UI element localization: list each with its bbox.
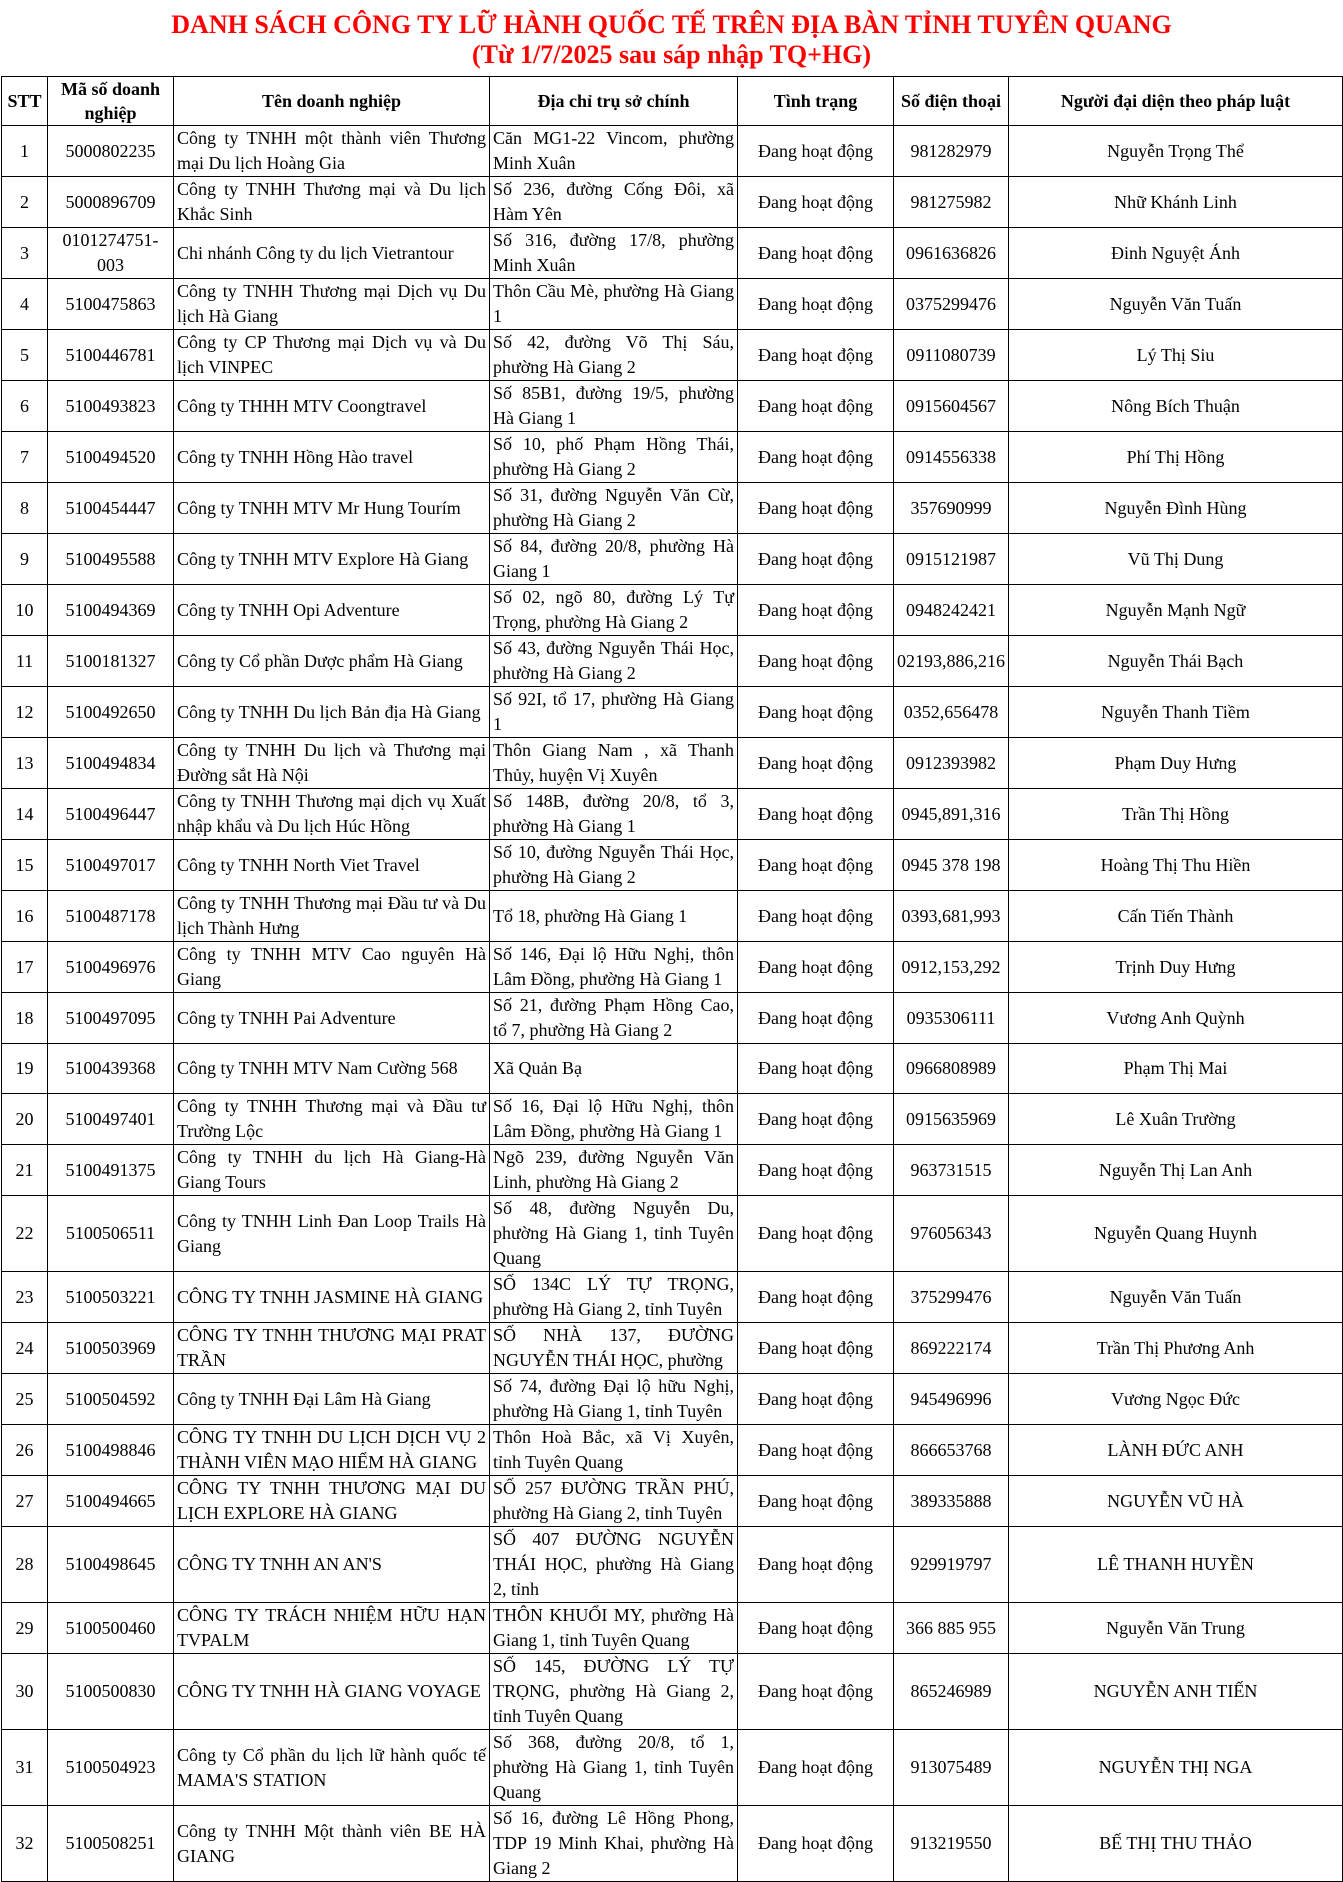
cell-address: Xã Quản Bạ — [490, 1044, 738, 1094]
cell-code: 5000802235 — [48, 126, 174, 177]
table-row — [2, 1374, 1343, 1425]
cell-address: Số 74, đường Đại lộ hữu Nghị, phường Hà Giang 1, tỉnh Tuyên — [490, 1374, 738, 1425]
header-rep: Người đại diện theo pháp luật — [1009, 77, 1343, 126]
cell-rep: Nguyễn Đình Hùng — [1009, 483, 1343, 534]
cell-rep: Trịnh Duy Hưng — [1009, 942, 1343, 993]
table-row — [2, 381, 1343, 432]
cell-name: Công ty Cổ phần du lịch lữ hành quốc tế MAMA'S STATION — [174, 1730, 490, 1806]
cell-status: Đang hoạt động — [738, 1730, 894, 1806]
cell-stt: 20 — [2, 1094, 48, 1145]
cell-name: CÔNG TY TNHH THƯƠNG MẠI DU LỊCH EXPLORE HÀ GIANG — [174, 1476, 490, 1527]
cell-address: Thôn Giang Nam , xã Thanh Thủy, huyện Vị Xuyên — [490, 738, 738, 789]
cell-rep: Phạm Duy Hưng — [1009, 738, 1343, 789]
table-row — [2, 1323, 1343, 1374]
cell-name: Công ty TNHH Du lịch Bản địa Hà Giang — [174, 687, 490, 738]
cell-code: 5100494369 — [48, 585, 174, 636]
cell-stt: 22 — [2, 1196, 48, 1272]
cell-status: Đang hoạt động — [738, 1044, 894, 1094]
table-row — [2, 942, 1343, 993]
cell-phone: 0352,656478 — [894, 687, 1009, 738]
table-row — [2, 228, 1343, 279]
cell-rep: NGUYỄN ANH TIẾN — [1009, 1654, 1343, 1730]
cell-status: Đang hoạt động — [738, 891, 894, 942]
cell-status: Đang hoạt động — [738, 1145, 894, 1196]
cell-phone: 866653768 — [894, 1425, 1009, 1476]
cell-name: Công ty TNHH Thương mại Đầu tư và Du lịch Thành Hưng — [174, 891, 490, 942]
cell-code: 5100454447 — [48, 483, 174, 534]
cell-address: Số 85B1, đường 19/5, phường Hà Giang 1 — [490, 381, 738, 432]
cell-code: 5100494520 — [48, 432, 174, 483]
cell-stt: 11 — [2, 636, 48, 687]
cell-code: 5100496447 — [48, 789, 174, 840]
table-row — [2, 432, 1343, 483]
header-stt: STT — [2, 77, 48, 126]
cell-address: Số 84, đường 20/8, phường Hà Giang 1 — [490, 534, 738, 585]
cell-phone: 0945 378 198 — [894, 840, 1009, 891]
cell-code: 5100439368 — [48, 1044, 174, 1094]
cell-rep: LÀNH ĐỨC ANH — [1009, 1425, 1343, 1476]
table-header-row — [2, 77, 1343, 126]
table-row — [2, 534, 1343, 585]
cell-status: Đang hoạt động — [738, 1425, 894, 1476]
cell-phone: 0945,891,316 — [894, 789, 1009, 840]
cell-phone: 0915121987 — [894, 534, 1009, 585]
cell-name: CÔNG TY TNHH THƯƠNG MẠI PRAT TRẦN — [174, 1323, 490, 1374]
cell-stt: 32 — [2, 1806, 48, 1882]
header-name: Tên doanh nghiệp — [174, 77, 490, 126]
cell-stt: 12 — [2, 687, 48, 738]
table-row — [2, 1196, 1343, 1272]
cell-rep: Nông Bích Thuận — [1009, 381, 1343, 432]
cell-stt: 3 — [2, 228, 48, 279]
cell-code: 5100504592 — [48, 1374, 174, 1425]
cell-stt: 14 — [2, 789, 48, 840]
table-row — [2, 1527, 1343, 1603]
table-row — [2, 738, 1343, 789]
cell-name: CÔNG TY TNHH HÀ GIANG VOYAGE — [174, 1654, 490, 1730]
cell-phone: 869222174 — [894, 1323, 1009, 1374]
cell-status: Đang hoạt động — [738, 279, 894, 330]
cell-phone: 0966808989 — [894, 1044, 1009, 1094]
cell-phone: 357690999 — [894, 483, 1009, 534]
cell-address: SỐ 145, ĐƯỜNG LÝ TỰ TRỌNG, phường Hà Giang 2, tỉnh Tuyên Quang — [490, 1654, 738, 1730]
cell-code: 5100497401 — [48, 1094, 174, 1145]
cell-address: Số 43, đường Nguyễn Thái Học, phường Hà Giang 2 — [490, 636, 738, 687]
table-row — [2, 636, 1343, 687]
table-row — [2, 1094, 1343, 1145]
cell-stt: 29 — [2, 1603, 48, 1654]
cell-name: Công ty TNHH Du lịch và Thương mại Đường sắt Hà Nội — [174, 738, 490, 789]
table-row — [2, 279, 1343, 330]
cell-name: Công ty CP Thương mại Dịch vụ và Du lịch VINPEC — [174, 330, 490, 381]
cell-address: Thôn Hoà Bắc, xã Vị Xuyên, tỉnh Tuyên Quang — [490, 1425, 738, 1476]
cell-code: 5100497017 — [48, 840, 174, 891]
cell-rep: Nguyễn Thanh Tiềm — [1009, 687, 1343, 738]
cell-address: SỐ NHÀ 137, ĐƯỜNG NGUYỄN THÁI HỌC, phường — [490, 1323, 738, 1374]
cell-phone: 02193,886,216 — [894, 636, 1009, 687]
cell-status: Đang hoạt động — [738, 534, 894, 585]
cell-code: 5100500460 — [48, 1603, 174, 1654]
cell-code: 5100475863 — [48, 279, 174, 330]
cell-phone: 0948242421 — [894, 585, 1009, 636]
cell-code: 5100498846 — [48, 1425, 174, 1476]
cell-name: Công ty TNHH Thương mại và Đầu tư Trường Lộc — [174, 1094, 490, 1145]
cell-code: 5100491375 — [48, 1145, 174, 1196]
cell-phone: 981282979 — [894, 126, 1009, 177]
cell-code: 5100495588 — [48, 534, 174, 585]
cell-code: 5100508251 — [48, 1806, 174, 1882]
page-title: DANH SÁCH CÔNG TY LỮ HÀNH QUỐC TẾ TRÊN ĐỊA BÀN TỈNH TUYÊN QUANG — [171, 10, 1172, 39]
cell-stt: 4 — [2, 279, 48, 330]
cell-status: Đang hoạt động — [738, 840, 894, 891]
cell-address: Số 02, ngõ 80, đường Lý Tự Trọng, phường Hà Giang 2 — [490, 585, 738, 636]
cell-address: Thôn Cầu Mè, phường Hà Giang 1 — [490, 279, 738, 330]
cell-name: Công ty Cổ phần Dược phẩm Hà Giang — [174, 636, 490, 687]
cell-rep: Lê Xuân Trường — [1009, 1094, 1343, 1145]
cell-address: Số 31, đường Nguyễn Văn Cừ, phường Hà Giang 2 — [490, 483, 738, 534]
cell-address: Số 21, đường Phạm Hồng Cao, tổ 7, phường Hà Giang 2 — [490, 993, 738, 1044]
cell-stt: 27 — [2, 1476, 48, 1527]
cell-status: Đang hoạt động — [738, 1196, 894, 1272]
cell-name: Công ty THHH MTV Coongtravel — [174, 381, 490, 432]
cell-name: Công ty TNHH MTV Explore Hà Giang — [174, 534, 490, 585]
cell-address: Tổ 18, phường Hà Giang 1 — [490, 891, 738, 942]
cell-rep: Nguyễn Văn Trung — [1009, 1603, 1343, 1654]
cell-rep: LÊ THANH HUYỀN — [1009, 1527, 1343, 1603]
cell-code: 5100506511 — [48, 1196, 174, 1272]
cell-name: Công ty TNHH North Viet Travel — [174, 840, 490, 891]
cell-stt: 19 — [2, 1044, 48, 1094]
table-row — [2, 585, 1343, 636]
cell-stt: 25 — [2, 1374, 48, 1425]
company-table — [1, 76, 1343, 1882]
table-row — [2, 1476, 1343, 1527]
cell-name: Chi nhánh Công ty du lịch Vietrantour — [174, 228, 490, 279]
cell-address: Số 48, đường Nguyễn Du, phường Hà Giang 1, tỉnh Tuyên Quang — [490, 1196, 738, 1272]
table-row — [2, 1145, 1343, 1196]
cell-code: 5100500830 — [48, 1654, 174, 1730]
cell-stt: 2 — [2, 177, 48, 228]
cell-name: Công ty TNHH MTV Nam Cường 568 — [174, 1044, 490, 1094]
cell-code: 5100494665 — [48, 1476, 174, 1527]
cell-code: 5100493823 — [48, 381, 174, 432]
cell-address: Căn MG1-22 Vincom, phường Minh Xuân — [490, 126, 738, 177]
cell-rep: Trần Thị Phương Anh — [1009, 1323, 1343, 1374]
cell-code: 5100496976 — [48, 942, 174, 993]
cell-phone: 0393,681,993 — [894, 891, 1009, 942]
cell-code: 5000896709 — [48, 177, 174, 228]
cell-status: Đang hoạt động — [738, 738, 894, 789]
cell-stt: 16 — [2, 891, 48, 942]
cell-rep: Nguyễn Mạnh Ngữ — [1009, 585, 1343, 636]
cell-rep: Nguyễn Thái Bạch — [1009, 636, 1343, 687]
cell-phone: 929919797 — [894, 1527, 1009, 1603]
cell-code: 5100498645 — [48, 1527, 174, 1603]
cell-code: 5100504923 — [48, 1730, 174, 1806]
cell-status: Đang hoạt động — [738, 585, 894, 636]
cell-rep: Vương Ngọc Đức — [1009, 1374, 1343, 1425]
cell-name: Công ty TNHH Đại Lâm Hà Giang — [174, 1374, 490, 1425]
cell-name: CÔNG TY TRÁCH NHIỆM HỮU HẠN TVPALM — [174, 1603, 490, 1654]
cell-phone: 0914556338 — [894, 432, 1009, 483]
cell-code: 5100446781 — [48, 330, 174, 381]
cell-address: Số 236, đường Cống Đôi, xã Hàm Yên — [490, 177, 738, 228]
cell-phone: 945496996 — [894, 1374, 1009, 1425]
cell-rep: Nguyễn Quang Huynh — [1009, 1196, 1343, 1272]
cell-rep: Nguyễn Văn Tuấn — [1009, 279, 1343, 330]
cell-code: 5100503969 — [48, 1323, 174, 1374]
cell-code: 5100494834 — [48, 738, 174, 789]
cell-status: Đang hoạt động — [738, 381, 894, 432]
cell-status: Đang hoạt động — [738, 993, 894, 1044]
cell-stt: 23 — [2, 1272, 48, 1323]
cell-stt: 15 — [2, 840, 48, 891]
cell-phone: 0912,153,292 — [894, 942, 1009, 993]
header-phone: Số điện thoại — [894, 77, 1009, 126]
cell-rep: Đinh Nguyệt Ánh — [1009, 228, 1343, 279]
cell-address: Số 148B, đường 20/8, tổ 3, phường Hà Giang 1 — [490, 789, 738, 840]
cell-status: Đang hoạt động — [738, 228, 894, 279]
cell-phone: 0375299476 — [894, 279, 1009, 330]
cell-code: 5100487178 — [48, 891, 174, 942]
cell-status: Đang hoạt động — [738, 1272, 894, 1323]
cell-name: CÔNG TY TNHH AN AN'S — [174, 1527, 490, 1603]
table-row — [2, 687, 1343, 738]
cell-phone: 0911080739 — [894, 330, 1009, 381]
cell-stt: 5 — [2, 330, 48, 381]
cell-stt: 21 — [2, 1145, 48, 1196]
cell-rep: NGUYỄN VŨ HÀ — [1009, 1476, 1343, 1527]
table-row — [2, 1044, 1343, 1094]
table-row — [2, 1654, 1343, 1730]
cell-status: Đang hoạt động — [738, 1806, 894, 1882]
cell-phone: 0961636826 — [894, 228, 1009, 279]
table-row — [2, 483, 1343, 534]
cell-address: Số 16, Đại lộ Hữu Nghị, thôn Lâm Đồng, phường Hà Giang 1 — [490, 1094, 738, 1145]
cell-name: Công ty TNHH Linh Đan Loop Trails Hà Giang — [174, 1196, 490, 1272]
cell-name: Công ty TNHH MTV Mr Hung Tourím — [174, 483, 490, 534]
cell-stt: 28 — [2, 1527, 48, 1603]
cell-phone: 0915635969 — [894, 1094, 1009, 1145]
table-row — [2, 126, 1343, 177]
cell-status: Đang hoạt động — [738, 1323, 894, 1374]
cell-status: Đang hoạt động — [738, 432, 894, 483]
cell-phone: 963731515 — [894, 1145, 1009, 1196]
table-row — [2, 891, 1343, 942]
cell-status: Đang hoạt động — [738, 687, 894, 738]
cell-name: Công ty TNHH Opi Adventure — [174, 585, 490, 636]
cell-code: 5100181327 — [48, 636, 174, 687]
table-row — [2, 1730, 1343, 1806]
table-row — [2, 789, 1343, 840]
cell-status: Đang hoạt động — [738, 1603, 894, 1654]
cell-address: SỐ 407 ĐƯỜNG NGUYỄN THÁI HỌC, phường Hà Giang 2, tỉnh — [490, 1527, 738, 1603]
cell-address: Ngõ 239, đường Nguyễn Văn Linh, phường Hà Giang 2 — [490, 1145, 738, 1196]
header-status: Tình trạng — [738, 77, 894, 126]
cell-status: Đang hoạt động — [738, 1527, 894, 1603]
cell-name: Công ty TNHH Một thành viên BE HÀ GIANG — [174, 1806, 490, 1882]
cell-name: Công ty TNHH Pai Adventure — [174, 993, 490, 1044]
cell-stt: 1 — [2, 126, 48, 177]
header-code: Mã số doanh nghiệp — [48, 77, 174, 126]
cell-phone: 389335888 — [894, 1476, 1009, 1527]
cell-rep: Nguyễn Thị Lan Anh — [1009, 1145, 1343, 1196]
cell-rep: Cấn Tiến Thành — [1009, 891, 1343, 942]
cell-rep: Vũ Thị Dung — [1009, 534, 1343, 585]
cell-name: CÔNG TY TNHH JASMINE HÀ GIANG — [174, 1272, 490, 1323]
cell-status: Đang hoạt động — [738, 126, 894, 177]
cell-code: 5100497095 — [48, 993, 174, 1044]
cell-rep: Phí Thị Hồng — [1009, 432, 1343, 483]
table-row — [2, 177, 1343, 228]
cell-stt: 6 — [2, 381, 48, 432]
cell-address: THÔN KHUỔI MY, phường Hà Giang 1, tỉnh Tuyên Quang — [490, 1603, 738, 1654]
cell-rep: Vương Anh Quỳnh — [1009, 993, 1343, 1044]
cell-stt: 9 — [2, 534, 48, 585]
cell-rep: Nguyễn Văn Tuấn — [1009, 1272, 1343, 1323]
cell-status: Đang hoạt động — [738, 1374, 894, 1425]
cell-status: Đang hoạt động — [738, 1476, 894, 1527]
table-row — [2, 993, 1343, 1044]
cell-address: Số 146, Đại lộ Hữu Nghị, thôn Lâm Đồng, phường Hà Giang 1 — [490, 942, 738, 993]
cell-status: Đang hoạt động — [738, 483, 894, 534]
cell-address: Số 42, đường Võ Thị Sáu, phường Hà Giang 2 — [490, 330, 738, 381]
cell-name: Công ty TNHH MTV Cao nguyên Hà Giang — [174, 942, 490, 993]
cell-phone: 865246989 — [894, 1654, 1009, 1730]
cell-stt: 31 — [2, 1730, 48, 1806]
cell-status: Đang hoạt động — [738, 330, 894, 381]
table-row — [2, 1806, 1343, 1882]
cell-phone: 366 885 955 — [894, 1603, 1009, 1654]
cell-rep: Lý Thị Siu — [1009, 330, 1343, 381]
cell-status: Đang hoạt động — [738, 1094, 894, 1145]
cell-address: Số 10, đường Nguyễn Thái Học, phường Hà Giang 2 — [490, 840, 738, 891]
cell-phone: 913075489 — [894, 1730, 1009, 1806]
cell-phone: 976056343 — [894, 1196, 1009, 1272]
header-address: Địa chỉ trụ sở chính — [490, 77, 738, 126]
cell-address: SỐ 134C LÝ TỰ TRỌNG, phường Hà Giang 2, tỉnh Tuyên — [490, 1272, 738, 1323]
cell-address: Số 16, đường Lê Hồng Phong, TDP 19 Minh Khai, phường Hà Giang 2 — [490, 1806, 738, 1882]
cell-name: Công ty TNHH Hồng Hào travel — [174, 432, 490, 483]
cell-status: Đang hoạt động — [738, 177, 894, 228]
cell-stt: 8 — [2, 483, 48, 534]
cell-phone: 0935306111 — [894, 993, 1009, 1044]
cell-stt: 18 — [2, 993, 48, 1044]
cell-code: 0101274751-003 — [48, 228, 174, 279]
cell-name: Công ty TNHH Thương mại dịch vụ Xuất nhập khẩu và Du lịch Húc Hồng — [174, 789, 490, 840]
cell-phone: 981275982 — [894, 177, 1009, 228]
cell-stt: 7 — [2, 432, 48, 483]
cell-status: Đang hoạt động — [738, 1654, 894, 1730]
cell-rep: Nguyễn Trọng Thể — [1009, 126, 1343, 177]
cell-stt: 17 — [2, 942, 48, 993]
cell-address: SỐ 257 ĐƯỜNG TRẦN PHÚ, phường Hà Giang 2, tỉnh Tuyên — [490, 1476, 738, 1527]
table-row — [2, 840, 1343, 891]
cell-stt: 10 — [2, 585, 48, 636]
page-subtitle: (Từ 1/7/2025 sau sáp nhập TQ+HG) — [471, 40, 872, 69]
cell-phone: 375299476 — [894, 1272, 1009, 1323]
cell-rep: BẾ THỊ THU THẢO — [1009, 1806, 1343, 1882]
table-row — [2, 1425, 1343, 1476]
cell-phone: 0912393982 — [894, 738, 1009, 789]
cell-stt: 13 — [2, 738, 48, 789]
cell-address: Số 10, phố Phạm Hồng Thái, phường Hà Giang 2 — [490, 432, 738, 483]
cell-rep: NGUYỄN THỊ NGA — [1009, 1730, 1343, 1806]
cell-rep: Trần Thị Hồng — [1009, 789, 1343, 840]
cell-phone: 913219550 — [894, 1806, 1009, 1882]
cell-name: Công ty TNHH một thành viên Thương mại Du lịch Hoàng Gia — [174, 126, 490, 177]
cell-address: Số 316, đường 17/8, phường Minh Xuân — [490, 228, 738, 279]
table-row — [2, 1272, 1343, 1323]
cell-code: 5100503221 — [48, 1272, 174, 1323]
table-row — [2, 330, 1343, 381]
table-body — [2, 126, 1343, 1882]
cell-status: Đang hoạt động — [738, 636, 894, 687]
cell-name: Công ty TNHH Thương mại Dịch vụ Du lịch Hà Giang — [174, 279, 490, 330]
cell-stt: 26 — [2, 1425, 48, 1476]
cell-stt: 24 — [2, 1323, 48, 1374]
cell-name: Công ty TNHH Thương mại và Du lịch Khắc Sinh — [174, 177, 490, 228]
cell-phone: 0915604567 — [894, 381, 1009, 432]
cell-name: CÔNG TY TNHH DU LỊCH DỊCH VỤ 2 THÀNH VIÊN MẠO HIỂM HÀ GIANG — [174, 1425, 490, 1476]
cell-address: Số 92I, tổ 17, phường Hà Giang 1 — [490, 687, 738, 738]
cell-address: Số 368, đường 20/8, tổ 1, phường Hà Giang 1, tỉnh Tuyên Quang — [490, 1730, 738, 1806]
cell-rep: Nhữ Khánh Linh — [1009, 177, 1343, 228]
cell-rep: Hoàng Thị Thu Hiền — [1009, 840, 1343, 891]
cell-stt: 30 — [2, 1654, 48, 1730]
cell-name: Công ty TNHH du lịch Hà Giang-Hà Giang Tours — [174, 1145, 490, 1196]
cell-status: Đang hoạt động — [738, 789, 894, 840]
cell-rep: Phạm Thị Mai — [1009, 1044, 1343, 1094]
cell-code: 5100492650 — [48, 687, 174, 738]
table-row — [2, 1603, 1343, 1654]
cell-status: Đang hoạt động — [738, 942, 894, 993]
